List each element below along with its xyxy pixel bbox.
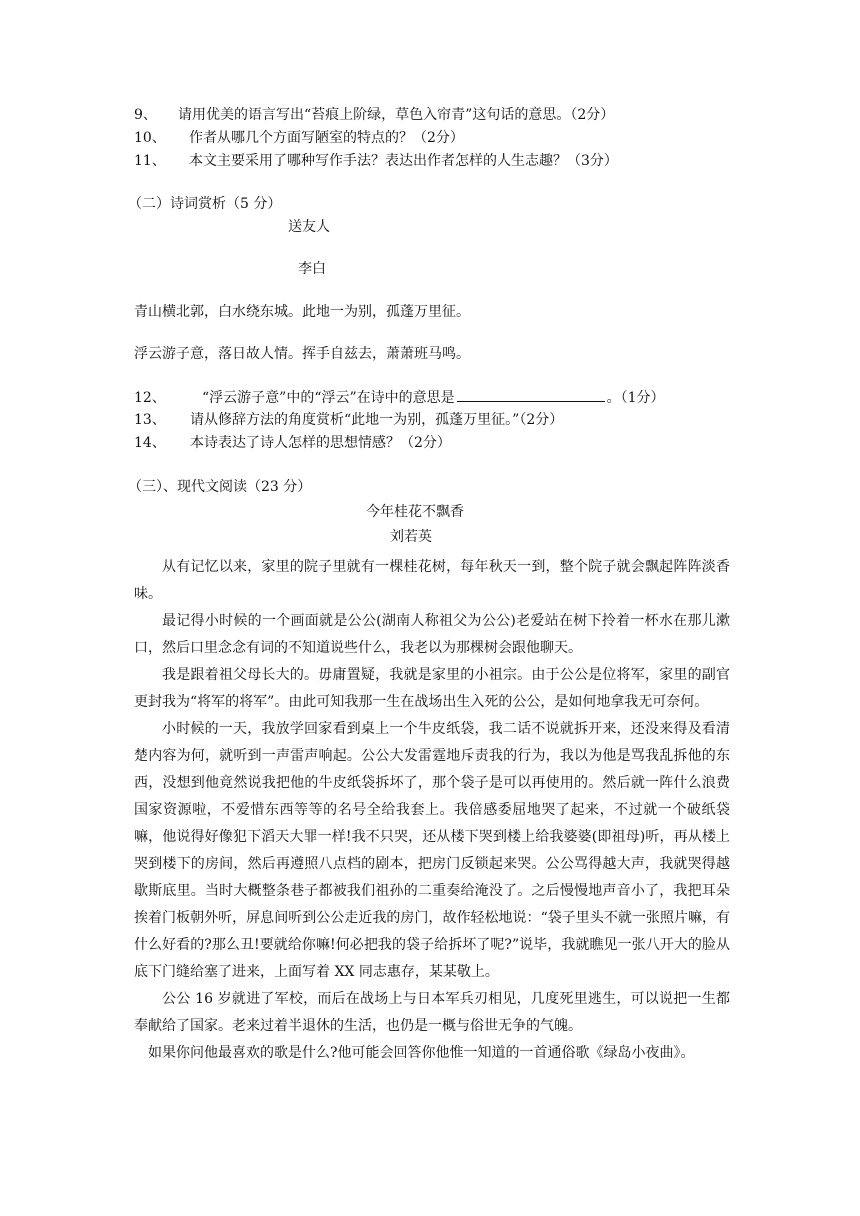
question-10 [134, 128, 464, 148]
question-number: 11、 [134, 153, 166, 169]
question-text-after: 。（1分） [606, 390, 665, 406]
poem-line-2: 浮云游子意，落日故人情。挥手自兹去，萧萧班马鸣。 [134, 346, 470, 362]
question-number: 9、 [134, 107, 157, 123]
question-text: 请用优美的语言写出“苔痕上阶绿，草色入帘青”这句话的意思。（2分） [178, 107, 615, 123]
article-author: 刘若英 [390, 529, 432, 545]
section-2-heading: （二）诗词赏析（5 分） [128, 196, 282, 212]
poem-author: 李白 [298, 261, 326, 277]
section-3-heading: （三）、现代文阅读（23 分） [128, 479, 312, 495]
question-text: 作者从哪几个方面写陋室的特点的？（2分） [189, 130, 464, 146]
answer-blank[interactable] [457, 387, 605, 402]
article-paragraph: 小时候的一天，我放学回家看到桌上一个牛皮纸袋，我二话不说就拆开来，还没来得及看清楚内容为何，就听到一声雷声响起。公公大发雷霆地斥责我的行为，我以为他是骂我乱拆他的东西，没想到他竟然说我把他的牛皮纸袋拆坏了，那个袋子是可以再使用的。然后就一阵什么浪费国家资源啦，不爱惜东西等等的名号全给我套上。我倍感委屈地哭了起来，不过就一个破纸袋嘛，他说得好像犯下滔天大罪一样!我不只哭，还从楼下哭到楼上给我婆婆(即祖母)听，再从楼上哭到楼下的房间，然后再遵照八点档的剧本，把房门反锁起来哭。公公骂得越大声，我就哭得越歇斯底里。当时大概整条巷子都被我们祖孙的二重奏给淹没了。之后慢慢地声音小了，我把耳朵挨着门板朝外听，屏息间听到公公走近我的房门，故作轻松地说：“袋子里头不就一张照片嘛，有什么好看的?那么丑!要就给你嘛!何必把我的袋子给拆坏了呢?”说毕，我就瞧见一张八开大的脸从底下门缝给塞了进来，上面写着 XX 同志惠存，某某敬上。 [134, 721, 730, 980]
article-body [134, 554, 730, 1067]
article-paragraph: 如果你问他最喜欢的歌是什么?他可能会回答你他惟一知道的一首通俗歌《绿岛小夜曲》。 [148, 1045, 695, 1061]
question-text: 请从修辞方法的角度赏析“此地一为别，孤蓬万里征。”（2分） [190, 412, 564, 428]
question-number: 10、 [134, 130, 166, 146]
question-number: 12、 [134, 390, 166, 406]
question-text: 本文主要采用了哪种写作手法？表达出作者怎样的人生志趣？（3分） [189, 153, 618, 169]
question-text-before: “浮云游子意”中的“浮云”在诗中的意思是 [202, 390, 455, 406]
article-paragraph: 最记得小时候的一个画面就是公公(湖南人称祖父为公公)老爱站在树下拎着一杯水在那儿漱口，然后口里念念有词的不知道说些什么，我老以为那棵树会跟他聊天。 [134, 613, 730, 656]
question-12 [134, 387, 665, 408]
question-9 [134, 105, 614, 125]
question-11 [134, 151, 618, 171]
question-number: 14、 [134, 435, 166, 451]
poem-line-1: 青山横北郭，白水绕东城。此地一为别，孤蓬万里征。 [134, 304, 470, 320]
question-14 [134, 433, 451, 453]
article-title: 今年桂花不飘香 [366, 504, 464, 520]
question-number: 13、 [134, 412, 166, 428]
question-text: 本诗表达了诗人怎样的思想情感？（2分） [190, 435, 451, 451]
poem-title: 送友人 [288, 219, 330, 235]
question-13 [134, 410, 563, 430]
article-paragraph: 从有记忆以来，家里的院子里就有一棵桂花树，每年秋天一到，整个院子就会飘起阵阵淡香味。 [134, 559, 730, 602]
article-paragraph: 我是跟着祖父母长大的。毋庸置疑，我就是家里的小祖宗。由于公公是位将军，家里的副官更封我为“将军的将军”。由此可知我那一生在战场出生入死的公公，是如何地拿我无可奈何。 [134, 667, 730, 710]
article-paragraph: 公公 16 岁就进了军校，而后在战场上与日本军兵刃相见，几度死里逃生，可以说把一生都奉献给了国家。老来过着半退休的生活，也仍是一概与俗世无争的气魄。 [134, 991, 730, 1034]
